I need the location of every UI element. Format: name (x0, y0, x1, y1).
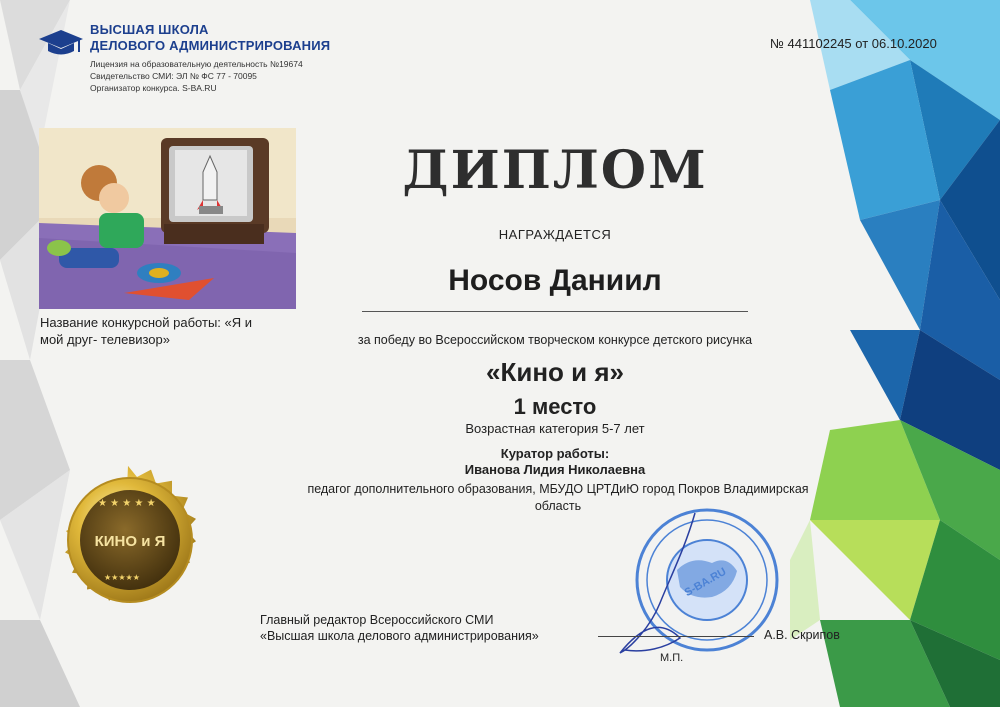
curator-name: Иванова Лидия Николаевна (464, 462, 646, 477)
signer-name: А.В. Скрипов (764, 628, 840, 642)
contest-name: «Кино и я» (486, 357, 624, 387)
artwork-caption: Название конкурсной работы: «Я и мой друг- телевизор» (40, 315, 253, 347)
svg-text:★★★★★: ★★★★★ (104, 573, 140, 582)
organization-name: ВЫСШАЯ ШКОЛА ДЕЛОВОГО АДМИНИСТРИРОВАНИЯ (90, 22, 331, 53)
stamp-center-text: S-BA.RU (682, 565, 729, 600)
curator-label: Куратор работы: (500, 446, 610, 461)
certificate-number: № 441102245 от 06.10.2020 (770, 36, 937, 51)
diploma-title: ДИПЛОМ (402, 140, 708, 201)
age-category: Возрастная категория 5-7 лет (465, 421, 645, 436)
svg-text:★ ★ ★ ★ ★: ★ ★ ★ ★ ★ (98, 498, 156, 509)
graduation-cap-icon (38, 28, 84, 58)
organizer-text: Организатор конкурса. S-BA.RU (90, 83, 217, 93)
license-text: Лицензия на образовательную деятельность №19674 (90, 59, 303, 69)
seal-text: КИНО и Я (94, 533, 166, 550)
signature-line (598, 636, 754, 637)
gold-seal-icon (38, 450, 218, 630)
place: 1 место (513, 394, 597, 419)
editor-title: Главный редактор Всероссийского СМИ «Высшая школа делового администрирования» (260, 613, 539, 643)
recipient-name: Носов Даниил (448, 264, 662, 297)
stamp-place-label: М.П. (660, 652, 684, 664)
name-underline (362, 311, 748, 312)
awarded-label: НАГРАЖДАЕТСЯ (498, 227, 612, 242)
organization-details (90, 58, 303, 94)
contest-artwork-image (39, 128, 296, 309)
victory-text: за победу во Всероссийском творческом конкурсе детского рисунка (357, 333, 753, 347)
media-certificate-text: Свидетельство СМИ: ЭЛ № ФС 77 - 70095 (90, 71, 257, 81)
right-background-pattern (790, 0, 1000, 707)
curator-position: педагог дополнительного образования, МБУДО ЦРТДиЮ город Покров Владимирская область (307, 482, 809, 513)
